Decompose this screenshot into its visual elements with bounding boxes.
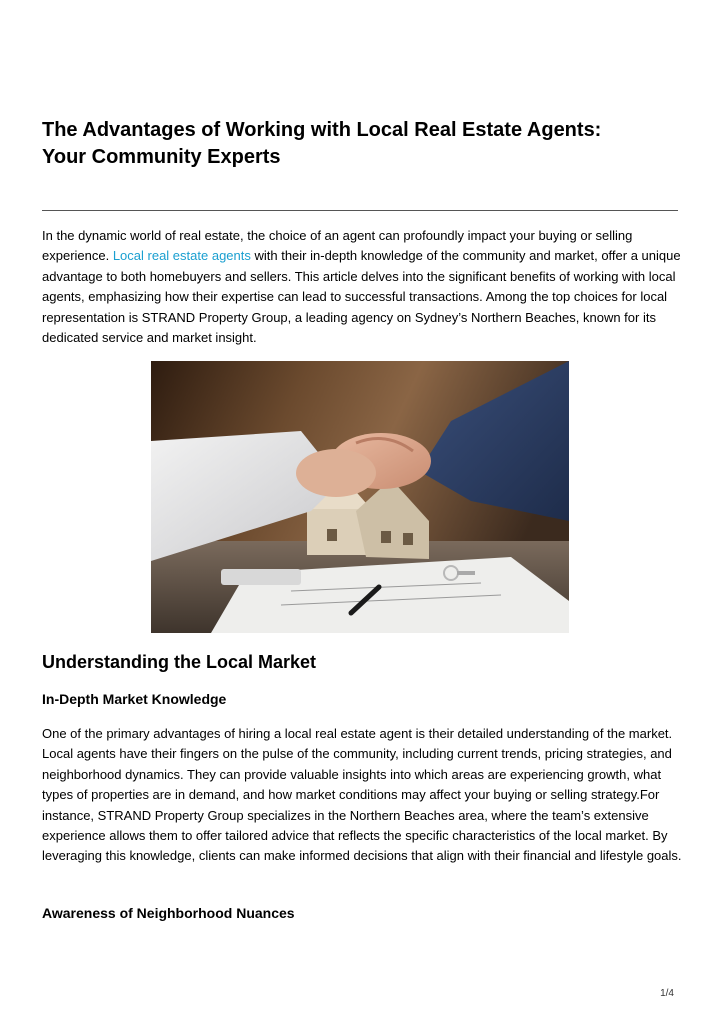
- subheading-market-knowledge: In-Depth Market Knowledge: [42, 691, 227, 707]
- market-knowledge-paragraph: One of the primary advantages of hiring a local real estate agent is their detailed understanding of the market. Local agents have their fingers on the pulse of the community, including current trends, pricing strategies, and neighborhood dynamics. They can provide valuable insights into which areas are experiencing growth, what types of properties are in demand, and how market conditions may affect your buying or selling strategy.For instance, STRAND Property Group specializes in the Northern Beaches area, where the team’s extensive experience allows them to offer tailored advice that reflects the specific characteristics of the local market. By leveraging this knowledge, clients can make informed decisions that align with their financial and lifestyle goals.: [42, 726, 682, 864]
- document-title: [42, 117, 682, 171]
- subheading-neighborhood-nuances: Awareness of Neighborhood Nuances: [42, 905, 295, 921]
- handshake-house-photo: [151, 361, 569, 633]
- local-agents-link[interactable]: Local real estate agents: [112, 248, 251, 264]
- title-divider: [42, 210, 678, 211]
- intro-text-end: with their in-depth knowledge of the community and market, offer a unique advantage to both homebuyers and sellers. This article delves into the significant benefits of working with local agents, emphasizing how their expertise can lead to successful transactions. Among the top choices for local representation is STRAND Property Group, a leading agency on Sydney’s Northern Beaches, known for its dedicated service and market insight.: [42, 248, 681, 346]
- intro-text-start: In the dynamic world of real estate, the choice of an agent can profoundly impact your buying or selling experience.: [42, 228, 633, 264]
- title-line-2: Your Community Experts: [42, 146, 281, 168]
- intro-paragraph: [42, 226, 682, 348]
- section-heading-local-market: Understanding the Local Market: [42, 652, 317, 672]
- page-number: 1/4: [660, 988, 674, 999]
- title-line-1: The Advantages of Working with Local Real Estate Agents:: [42, 119, 602, 141]
